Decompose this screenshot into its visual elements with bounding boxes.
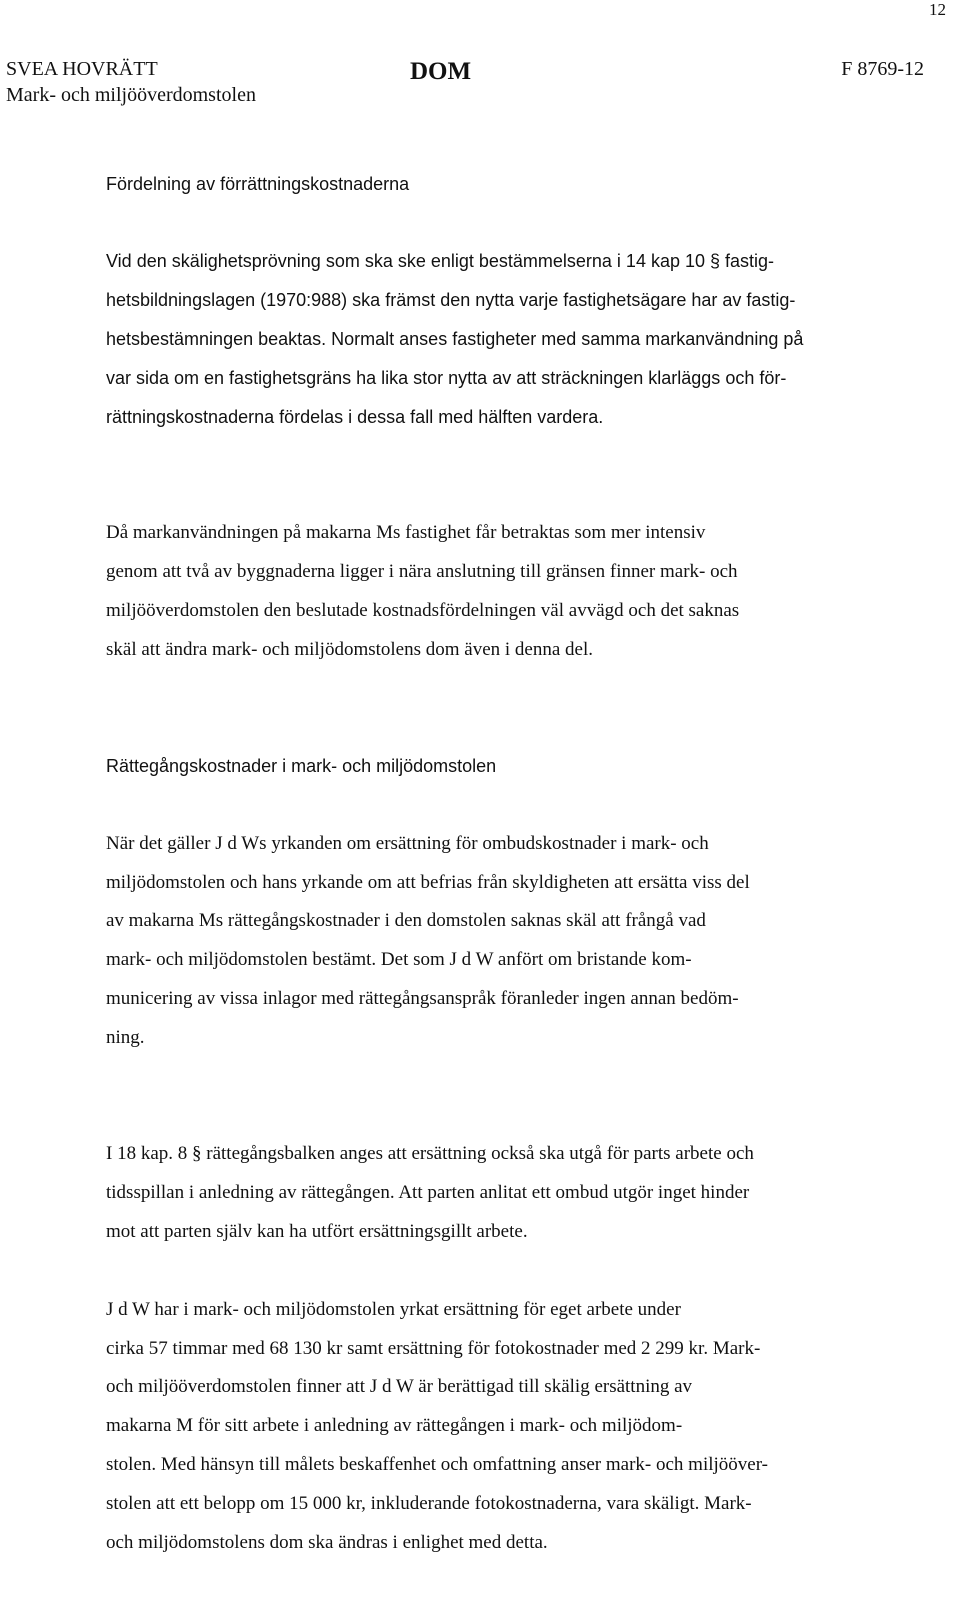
- header-left: [6, 56, 256, 108]
- page-number: 12: [929, 0, 946, 19]
- section-litigation-costs: [106, 708, 902, 1096]
- paragraph: Vid den skälighetsprövning som ska ske enligt bestämmelserna i 14 kap 10 § fastig- hetsbildningslagen (1970:988) ska främst den nytta varje fastighetsägare har av fastig- hetsbestämningen beaktas. Normalt anses fastigheter med samma markanvändning på var sida om en fastighetsgräns ha lika stor nytta av att sträckningen klarläggs och för- rättningskostnaderna fördelas i dessa fall med hälften vardera.: [106, 251, 804, 427]
- court-division: Mark- och miljööverdomstolen: [6, 84, 256, 106]
- paragraph: Då markanvändningen på makarna Ms fastighet får betraktas som mer intensiv genom att två av byggnaderna ligger i nära anslutning till gränsen finner mark- och miljööverdomstolen den beslutade kostnadsfördelningen väl avvägd och det saknas skäl att ändra mark- och miljödomstolens dom även i denna del.: [106, 522, 740, 660]
- document-body: [106, 126, 902, 1601]
- document-type: DOM: [410, 58, 472, 85]
- court-name: SVEA HOVRÄTT: [6, 58, 158, 80]
- section-heading: Rättegångskostnader i mark- och miljödomstolen: [106, 756, 497, 777]
- paragraph: J d W har i mark- och miljödomstolen yrkat ersättning för eget arbete under cirka 57 timmar med 68 130 kr samt ersättning för fotokostnader med 2 299 kr. Mark- och miljööverdomstolen finner att J d W är berättigad till skälig ersättning av makarna M för sitt arbete i anledning av rättegången i mark- och miljödom- stolen. Med hänsyn till målets beskaffenhet och omfattning anser mark- och miljööver- stolen att ett belopp om 15 000 kr, inkluderande fotokostnaderna, vara skäligt. Mark- och miljödomstolens dom ska ändras i enlighet med detta.: [106, 1298, 768, 1553]
- section-heading: Fördelning av förrättningskostnaderna: [106, 173, 410, 194]
- section-cost-allocation: [106, 126, 902, 475]
- case-number: F 8769-12: [841, 58, 924, 80]
- paragraph: När det gäller J d Ws yrkanden om ersättning för ombudskostnader i mark- och miljödomstolen och hans yrkande om att befrias från skyldigheten att ersätta viss del av makarna Ms rättegångskostnader i den domstolen saknas skäl att frångå vad mark- och miljödomstolen bestämt. Det som J d W anfört om bristande kom- municering av vissa inlagor med rättegångsanspråk föranleder ingen annan bedöm- ning.: [106, 832, 750, 1048]
- paragraph: I 18 kap. 8 § rättegångsbalken anges att ersättning också ska utgå för parts arbete och tidsspillan i anledning av rättegången. Att parten anlitat ett ombud utgör inget hinder mot att parten själv kan ha utfört ersättningsgillt arbete.: [106, 1143, 754, 1242]
